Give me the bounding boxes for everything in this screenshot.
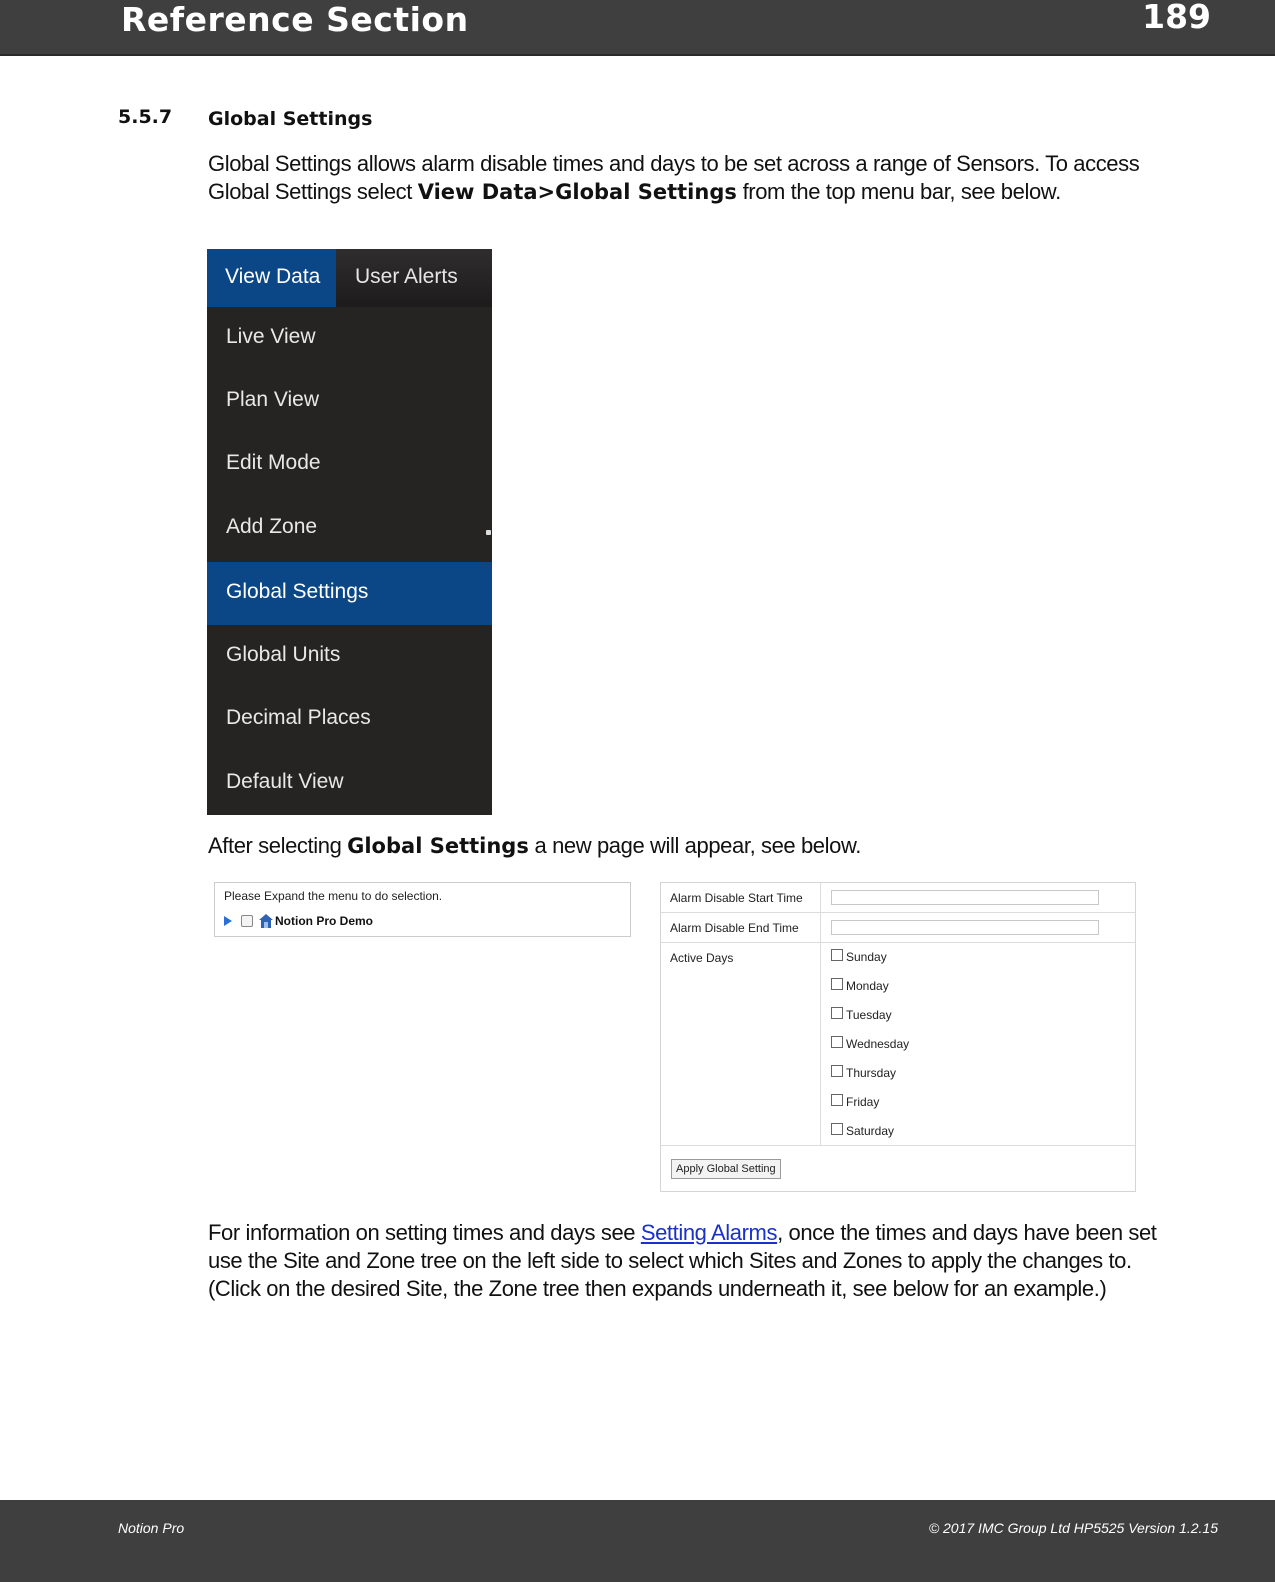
expand-arrow-icon[interactable] [224, 916, 232, 926]
submenu-indicator [486, 530, 491, 535]
friday-checkbox[interactable] [831, 1094, 843, 1106]
page-number: 189 [1142, 0, 1211, 36]
start-time-row [661, 883, 1135, 913]
footer-copyright: © 2017 IMC Group Ltd HP5525 Version 1.2.15 [928, 1520, 1218, 1536]
view-data-menu-screenshot [207, 249, 492, 815]
tab-user-alerts[interactable]: User Alerts [355, 265, 458, 288]
end-time-label: Alarm Disable End Time [670, 921, 799, 935]
end-time-input[interactable] [831, 920, 1099, 935]
active-days-label: Active Days [670, 951, 734, 965]
start-time-label: Alarm Disable Start Time [670, 891, 803, 905]
section-number: 5.5.7 [118, 106, 173, 128]
menu-item-plan-view[interactable]: Plan View [226, 388, 320, 411]
header-title: Reference Section [121, 0, 469, 39]
after-bold: Global Settings [347, 834, 529, 858]
after-text-b: a new page will appear, see below. [528, 833, 861, 858]
menu-item-global-settings[interactable]: Global Settings [207, 562, 492, 625]
menu-item-live-view[interactable]: Live View [226, 325, 316, 348]
menu-item-decimal-places[interactable]: Decimal Places [226, 706, 371, 729]
setting-alarms-link[interactable]: Setting Alarms [640, 1220, 778, 1245]
apply-global-setting-button[interactable]: Apply Global Setting [671, 1159, 781, 1179]
menu-item-default-view[interactable]: Default View [226, 770, 344, 793]
tree-root-label[interactable]: Notion Pro Demo [275, 914, 373, 928]
page-footer [0, 1500, 1275, 1582]
menu-item-edit-mode[interactable]: Edit Mode [226, 451, 321, 474]
site-zone-tree-panel [214, 882, 631, 937]
menu-item-global-units[interactable]: Global Units [226, 643, 341, 666]
menu-item-add-zone[interactable]: Add Zone [226, 515, 318, 538]
monday-checkbox[interactable] [831, 978, 843, 990]
page-header [0, 0, 1275, 56]
intro-bold: View Data>Global Settings [417, 180, 737, 204]
start-time-input[interactable] [831, 890, 1099, 905]
wednesday-checkbox[interactable] [831, 1036, 843, 1048]
setting-alarms-paragraph [208, 1219, 1158, 1303]
tree-instruction: Please Expand the menu to do selection. [224, 889, 443, 903]
end-time-row [661, 913, 1135, 943]
thursday-checkbox[interactable] [831, 1065, 843, 1077]
section-title: Global Settings [208, 108, 373, 130]
intro-text-b: from the top menu bar, see below. [736, 179, 1061, 204]
sunday-checkbox[interactable] [831, 949, 843, 961]
saturday-checkbox[interactable] [831, 1123, 843, 1135]
active-days-row: Active Days Sunday Monday Tuesday Wednesday Thursday Friday Saturday [661, 943, 1135, 1146]
intro-paragraph [208, 150, 1158, 206]
after-text-a: After selecting [208, 833, 348, 858]
global-settings-form [660, 882, 1136, 1192]
after-selecting-paragraph [208, 832, 1158, 860]
menu-tab-bar [207, 249, 492, 307]
tuesday-checkbox[interactable] [831, 1007, 843, 1019]
footer-product: Notion Pro [118, 1520, 185, 1536]
home-icon [259, 914, 273, 928]
info-text-b: , once the times and days have been set use the Site and Zone tree on the left side to select which Sites and Zones to apply the changes to. (Click on the desired Site, the Zone tree then expands underneath it, see below for an example.) [208, 1220, 1157, 1301]
tree-root-checkbox[interactable] [241, 915, 253, 927]
intro-text-a: Global Settings allows alarm disable times and days to be set across a range of Sensors. To access Global Settings select [208, 151, 1140, 204]
tab-view-data[interactable]: View Data [207, 249, 336, 307]
info-text-a: For information on setting times and days see [208, 1220, 641, 1245]
